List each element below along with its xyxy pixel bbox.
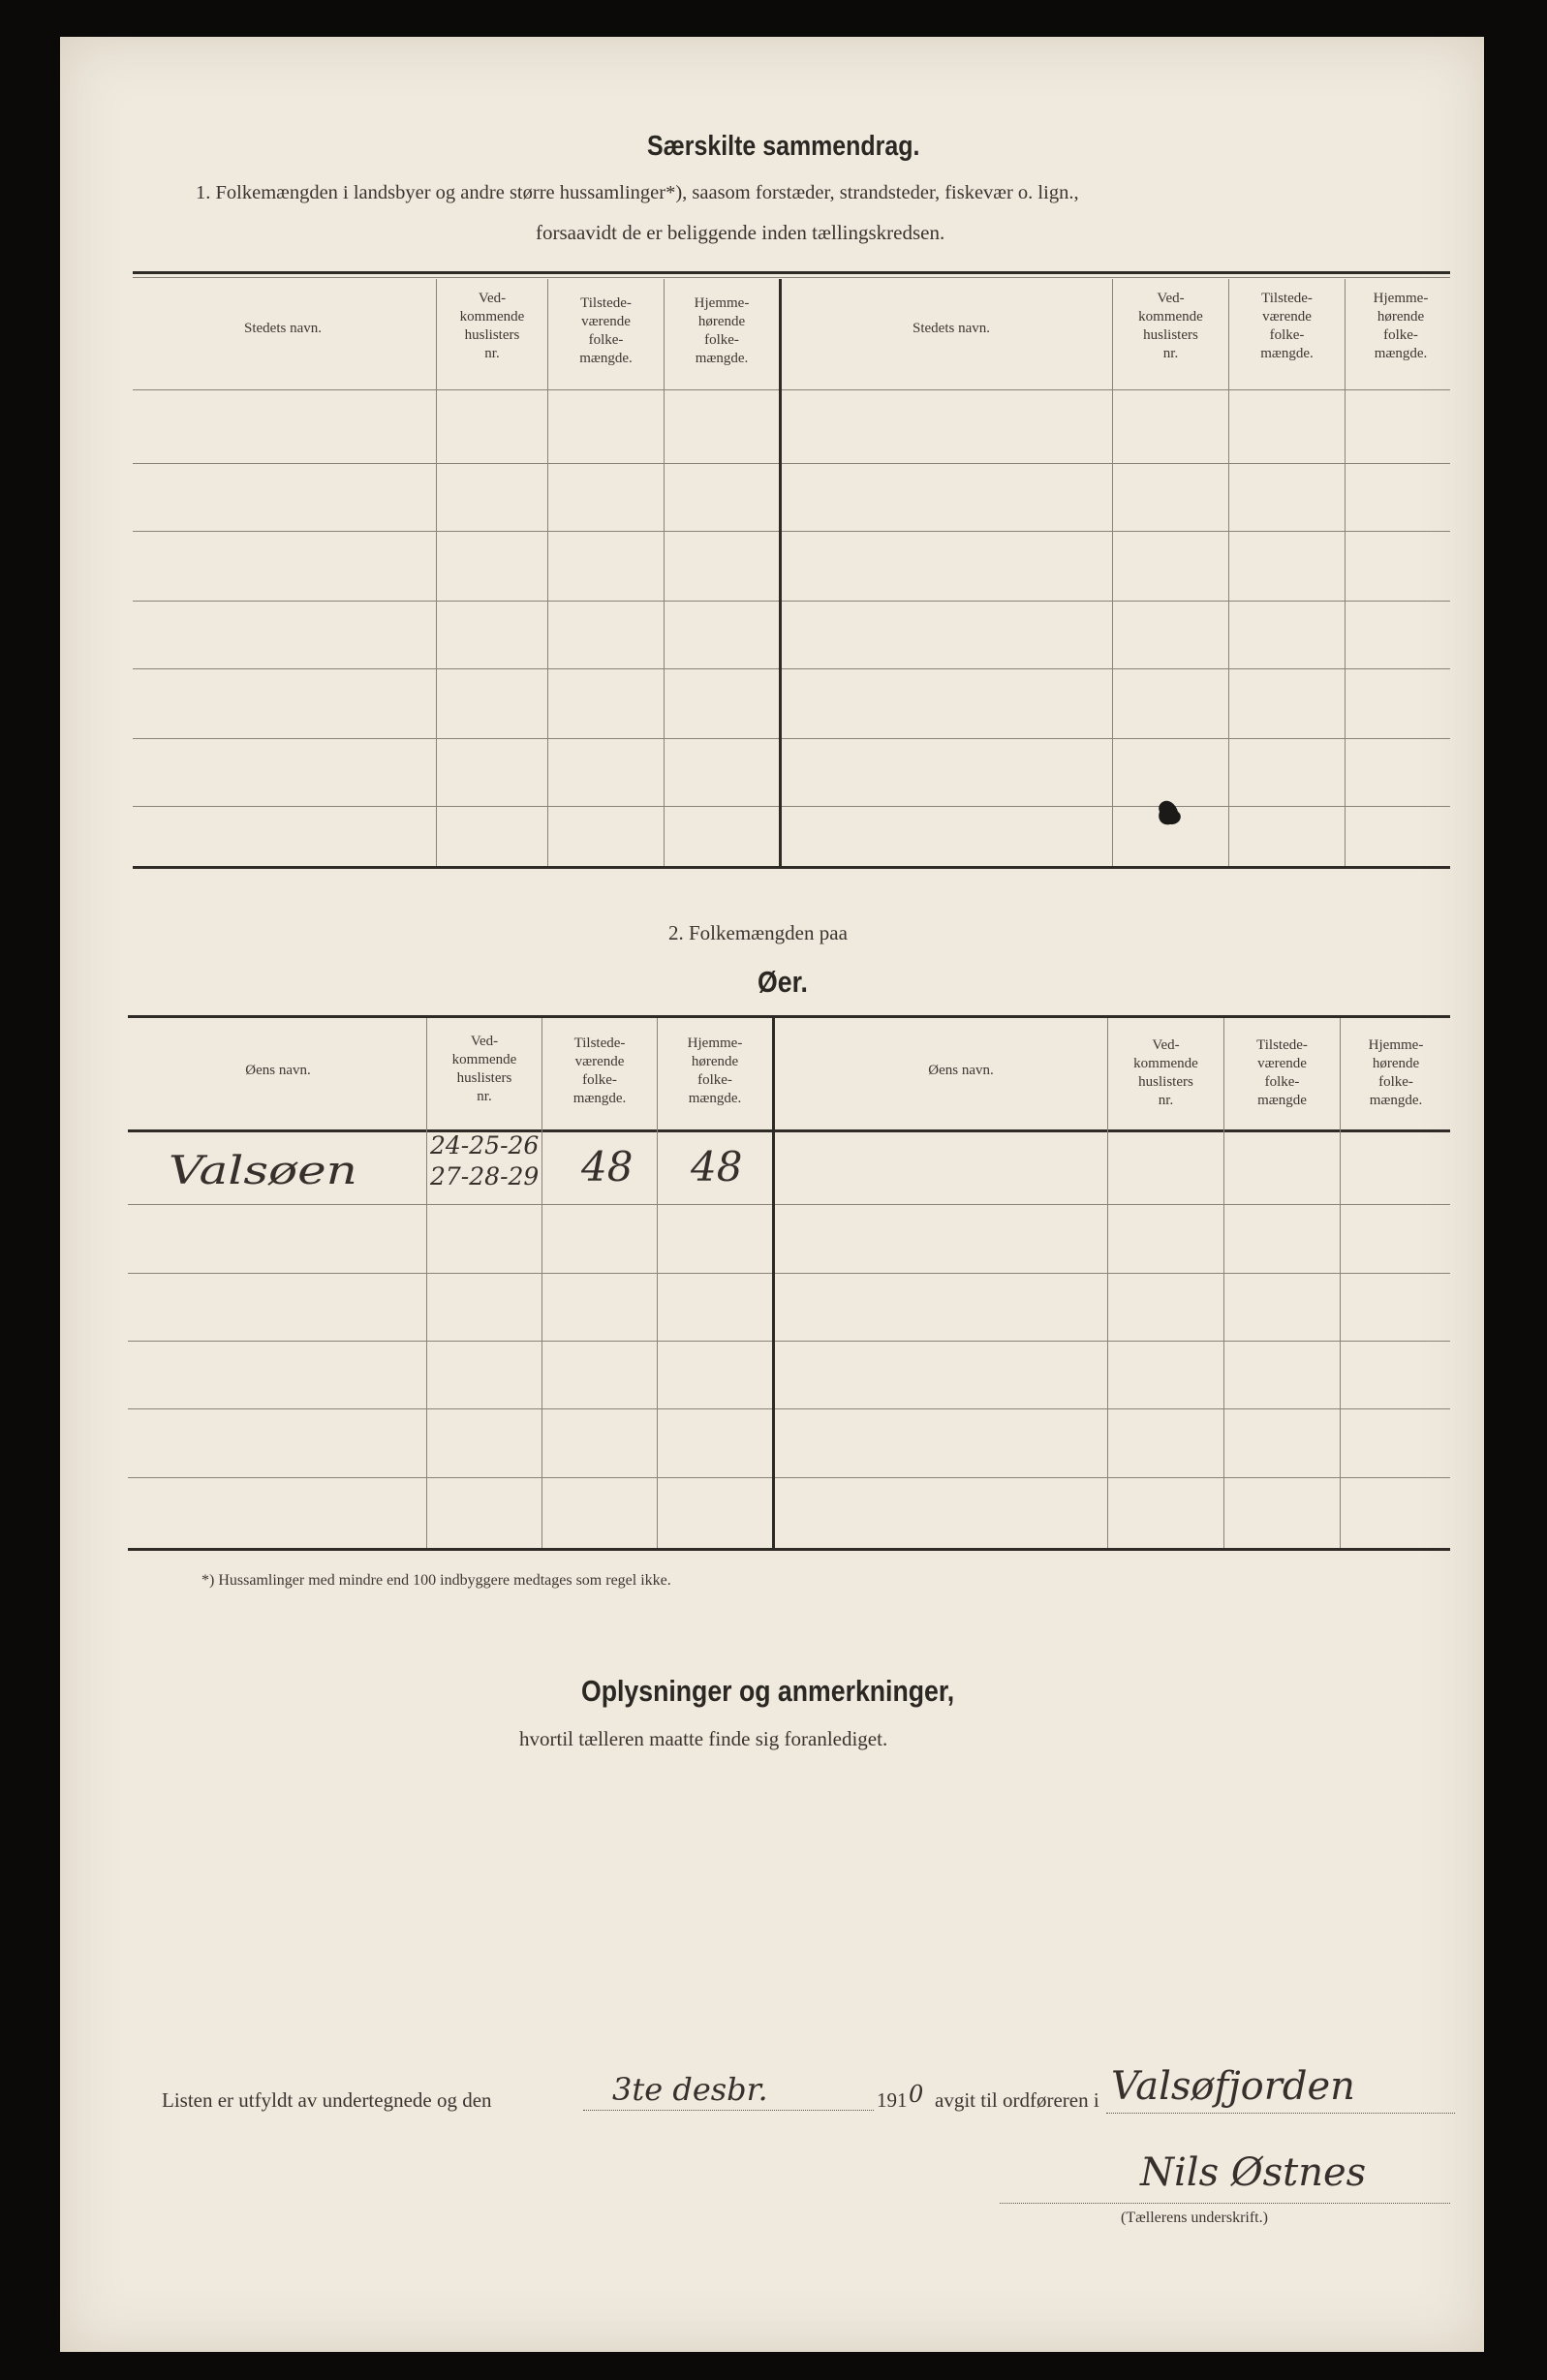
section1-intro-line2: forsaavidt de er beliggende inden tællingskredsen. xyxy=(536,221,945,244)
table1-header-rule xyxy=(133,389,1450,390)
tilstede-cell: 48 xyxy=(581,1143,634,1190)
table2-header-rule xyxy=(128,1129,1450,1132)
census-form-page xyxy=(60,37,1484,2352)
table1-row-line xyxy=(133,806,1450,807)
table2-row-line xyxy=(128,1273,1450,1274)
year-digit: 0 xyxy=(909,2081,924,2108)
table2-col-divider xyxy=(1107,1018,1108,1548)
table1-col-divider xyxy=(664,279,665,866)
date-field xyxy=(583,2071,874,2111)
table1-row-line xyxy=(133,463,1450,464)
table1-header-huslister-right: Ved- kommende huslisters nr. xyxy=(1138,291,1203,361)
table2-row-line xyxy=(128,1204,1450,1205)
table1-header-huslister-left: Ved- kommende huslisters nr. xyxy=(459,291,525,361)
ink-blot-icon xyxy=(1155,798,1186,829)
table2-header-tilstede-left: Tilstede- værende folke- mængde. xyxy=(572,1035,627,1106)
hjemme-cell: 48 xyxy=(691,1143,743,1190)
table1-row-line xyxy=(133,668,1450,669)
table2-col-divider xyxy=(1340,1018,1341,1548)
remarks-title: Oplysninger og anmerkninger, xyxy=(581,1674,955,1708)
section2-intro: 2. Folkemængden paa xyxy=(668,921,848,944)
table2-top-rule xyxy=(128,1015,1450,1018)
footnote: *) Hussamlinger med mindre end 100 indbyggere medtages som regel ikke. xyxy=(201,1572,671,1589)
table2-col-divider xyxy=(1223,1018,1224,1548)
table2-header-huslister-right: Ved- kommende huslisters nr. xyxy=(1133,1037,1198,1108)
signature-caption: (Tællerens underskrift.) xyxy=(1121,2210,1268,2226)
huslister-cell-line1: 24-25-26 xyxy=(430,1131,540,1159)
table2-col-divider xyxy=(541,1018,542,1548)
table1-row-line xyxy=(133,738,1450,739)
table1-col-divider xyxy=(1228,279,1229,866)
table2-header-hjemme-left: Hjemme- hørende folke- mængde. xyxy=(687,1035,743,1106)
table1-header-tilstede-right: Tilstede- værende folke- mængde. xyxy=(1260,291,1314,361)
section1-intro-line1: 1. Folkemængden i landsbyer og andre større hussamlinger*), saasom forstæder, strandsteder, fiskevær o. lign., xyxy=(196,182,1079,203)
table2-row-line xyxy=(128,1341,1450,1342)
table1-bottom-rule xyxy=(133,866,1450,869)
table2-center-divider xyxy=(772,1018,775,1548)
table1-col-divider xyxy=(1345,279,1346,866)
table1-top-rule xyxy=(133,271,1450,274)
table2-header-name-left: Øens navn. xyxy=(245,1063,311,1078)
table2-header-huslister-left: Ved- kommende huslisters nr. xyxy=(451,1034,517,1104)
year-prefix: 191 xyxy=(877,2088,908,2112)
table1-center-divider xyxy=(779,279,782,866)
signature-field xyxy=(1000,2148,1450,2204)
table2-bottom-rule xyxy=(128,1548,1450,1551)
table1-col-divider xyxy=(547,279,548,866)
table2-row-line xyxy=(128,1408,1450,1409)
place-field xyxy=(1106,2066,1455,2114)
table1-header-hjemme-left: Hjemme- hørende folke- mængde. xyxy=(694,295,750,366)
huslister-cell-line2: 27-28-29 xyxy=(430,1162,540,1190)
table2-row-line xyxy=(128,1477,1450,1478)
table2-header-hjemme-right: Hjemme- hørende folke- mængde. xyxy=(1368,1037,1424,1108)
main-title: Særskilte sammendrag. xyxy=(647,131,920,162)
table1-header-name-right: Stedets navn. xyxy=(913,321,990,336)
table1-top-rule-thin xyxy=(133,277,1450,278)
table1-row-line xyxy=(133,601,1450,602)
remarks-subtitle: hvortil tælleren maatte finde sig foranlediget. xyxy=(519,1727,888,1750)
table2-col-divider xyxy=(426,1018,427,1548)
table1-col-divider xyxy=(436,279,437,866)
table1-header-hjemme-right: Hjemme- hørende folke- mængde. xyxy=(1373,291,1429,361)
table2-header-name-right: Øens navn. xyxy=(928,1063,994,1078)
table1-col-divider xyxy=(1112,279,1113,866)
table1-row-line xyxy=(133,531,1450,532)
table1-header-tilstede-left: Tilstede- værende folke- mængde. xyxy=(579,295,633,366)
table1-header-name-left: Stedets navn. xyxy=(244,321,322,336)
signature-text-middle: avgit til ordføreren i xyxy=(935,2088,1099,2112)
signature-text-before: Listen er utfyldt av undertegnede og den xyxy=(162,2088,492,2112)
island-name-cell: Valsøen xyxy=(169,1149,357,1193)
table2-header-tilstede-right: Tilstede- værende folke- mængde xyxy=(1256,1037,1308,1108)
section2-title: Øer. xyxy=(758,965,808,999)
table2-col-divider xyxy=(657,1018,658,1548)
place-handwritten: Valsøfjorden xyxy=(1111,2064,1355,2109)
signature-handwritten: Nils Østnes xyxy=(1140,2150,1367,2195)
date-handwritten: 3te desbr. xyxy=(612,2071,768,2108)
